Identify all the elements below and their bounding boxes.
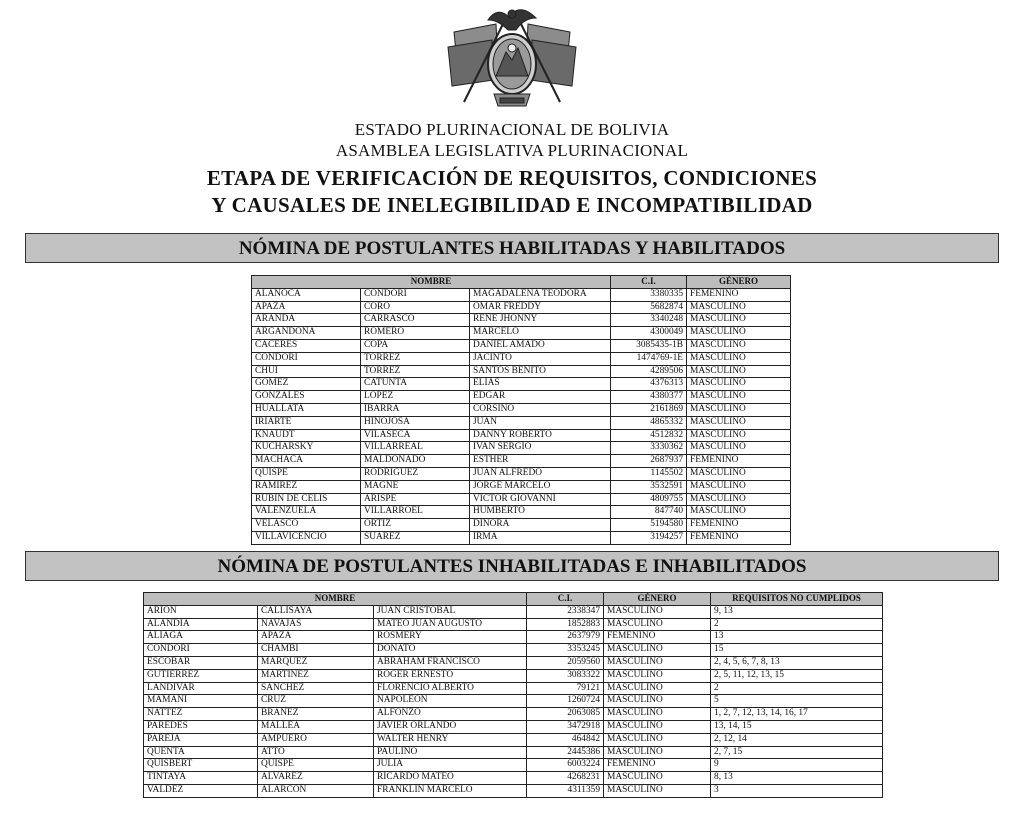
second-last-name-cell: COPA	[361, 339, 470, 352]
last-name-cell: ARION	[144, 605, 258, 618]
first-names-cell: ABRAHAM FRANCISCO	[374, 656, 527, 669]
first-names-cell: JULIA	[374, 759, 527, 772]
last-name-cell: VALENZUELA	[252, 506, 361, 519]
last-name-cell: IRIARTE	[252, 416, 361, 429]
table-row	[252, 519, 791, 532]
second-last-name-cell: SANCHEZ	[258, 682, 374, 695]
last-name-cell: GONZALES	[252, 391, 361, 404]
first-names-cell: JUAN ALFREDO	[470, 467, 611, 480]
ci-cell: 3472918	[527, 720, 604, 733]
qualified-candidates-table	[251, 275, 791, 545]
ci-cell: 2338347	[527, 605, 604, 618]
table-row	[144, 695, 883, 708]
first-names-cell: EDGAR	[470, 391, 611, 404]
gender-cell: MASCULINO	[604, 682, 711, 695]
requirements-cell: 1, 2, 7, 12, 13, 14, 16, 17	[711, 708, 883, 721]
requirements-cell: 3	[711, 784, 883, 797]
gender-cell: MASCULINO	[604, 605, 711, 618]
first-names-cell: SANTOS BENITO	[470, 365, 611, 378]
gender-cell: FEMENINO	[604, 631, 711, 644]
second-last-name-cell: HINOJOSA	[361, 416, 470, 429]
first-names-cell: JACINTO	[470, 352, 611, 365]
ci-cell: 4865332	[611, 416, 687, 429]
ci-cell: 3353245	[527, 644, 604, 657]
last-name-cell: LANDIVAR	[144, 682, 258, 695]
table-row	[144, 682, 883, 695]
stage-title-line1: ETAPA DE VERIFICACIÓN DE REQUISITOS, CONDICIONES	[206, 166, 818, 190]
gender-cell: MASCULINO	[604, 695, 711, 708]
second-last-name-cell: MARTINEZ	[258, 669, 374, 682]
gender-cell: MASCULINO	[604, 733, 711, 746]
gender-cell: FEMENINO	[687, 519, 791, 532]
last-name-cell: APAZA	[252, 301, 361, 314]
table-row	[144, 605, 883, 618]
table-row	[252, 339, 791, 352]
first-names-cell: MAGADALENA TEODORA	[470, 288, 611, 301]
gender-column-header: GÉNERO	[687, 276, 791, 289]
requirements-column-header: REQUISITOS NO CUMPLIDOS	[711, 593, 883, 606]
table-row	[252, 391, 791, 404]
first-names-cell: RENE JHONNY	[470, 314, 611, 327]
first-names-cell: HUMBERTO	[470, 506, 611, 519]
first-names-cell: IRMA	[470, 531, 611, 544]
first-names-cell: CORSINO	[470, 403, 611, 416]
last-name-cell: RUBIN DE CELIS	[252, 493, 361, 506]
second-last-name-cell: CHAMBI	[258, 644, 374, 657]
ci-cell: 6003224	[527, 759, 604, 772]
table-row	[252, 301, 791, 314]
gender-cell: MASCULINO	[604, 784, 711, 797]
first-names-cell: OMAR FREDDY	[470, 301, 611, 314]
gender-cell: FEMENINO	[604, 759, 711, 772]
second-last-name-cell: VILLARREAL	[361, 442, 470, 455]
table-row	[252, 429, 791, 442]
second-last-name-cell: VILLARROEL	[361, 506, 470, 519]
table-row	[144, 669, 883, 682]
gender-cell: MASCULINO	[687, 327, 791, 340]
gender-cell: MASCULINO	[687, 378, 791, 391]
last-name-cell: GUTIERREZ	[144, 669, 258, 682]
last-name-cell: CHUI	[252, 365, 361, 378]
first-names-cell: ALFONZO	[374, 708, 527, 721]
first-names-cell: MARCELO	[470, 327, 611, 340]
last-name-cell: GOMEZ	[252, 378, 361, 391]
last-name-cell: ARANDA	[252, 314, 361, 327]
table-row	[144, 746, 883, 759]
table-row	[252, 531, 791, 544]
gender-cell: MASCULINO	[687, 442, 791, 455]
last-name-cell: CACERES	[252, 339, 361, 352]
gender-cell: MASCULINO	[604, 644, 711, 657]
table-header-row	[144, 593, 883, 606]
last-name-cell: TINTAYA	[144, 772, 258, 785]
gender-cell: FEMENINO	[687, 455, 791, 468]
last-name-cell: NATTEZ	[144, 708, 258, 721]
gender-cell: MASCULINO	[687, 429, 791, 442]
table-row	[252, 327, 791, 340]
second-last-name-cell: ATTO	[258, 746, 374, 759]
table-row	[144, 618, 883, 631]
table-row	[252, 506, 791, 519]
requirements-cell: 8, 13	[711, 772, 883, 785]
first-names-cell: JUAN CRISTOBAL	[374, 605, 527, 618]
first-names-cell: JUAN	[470, 416, 611, 429]
ci-cell: 4300049	[611, 327, 687, 340]
second-last-name-cell: CONDORI	[361, 288, 470, 301]
last-name-cell: ALANOCA	[252, 288, 361, 301]
requirements-cell: 2, 7, 15	[711, 746, 883, 759]
coat-of-arms-emblem	[444, 2, 580, 112]
first-names-cell: VICTOR GIOVANNI	[470, 493, 611, 506]
last-name-cell: RAMIREZ	[252, 480, 361, 493]
table-row	[252, 467, 791, 480]
gender-cell: MASCULINO	[687, 352, 791, 365]
gender-cell: MASCULINO	[687, 506, 791, 519]
last-name-cell: KUCHARSKY	[252, 442, 361, 455]
second-last-name-cell: TORREZ	[361, 365, 470, 378]
first-names-cell: ELIAS	[470, 378, 611, 391]
gender-cell: MASCULINO	[604, 708, 711, 721]
ci-cell: 2637979	[527, 631, 604, 644]
first-names-cell: WALTER HENRY	[374, 733, 527, 746]
ci-cell: 2445386	[527, 746, 604, 759]
ci-cell: 4380377	[611, 391, 687, 404]
second-last-name-cell: IBARRA	[361, 403, 470, 416]
table-row	[144, 656, 883, 669]
first-names-cell: FLORENCIO ALBERTO	[374, 682, 527, 695]
second-last-name-cell: CRUZ	[258, 695, 374, 708]
section-qualified-title: NÓMINA DE POSTULANTES HABILITADAS Y HABILITADOS	[25, 233, 999, 263]
gender-cell: MASCULINO	[604, 618, 711, 631]
last-name-cell: MAMANI	[144, 695, 258, 708]
second-last-name-cell: TORREZ	[361, 352, 470, 365]
last-name-cell: ALIAGA	[144, 631, 258, 644]
table-row	[252, 352, 791, 365]
gender-cell: MASCULINO	[687, 314, 791, 327]
second-last-name-cell: CATUNTA	[361, 378, 470, 391]
requirements-cell: 2, 4, 5, 6, 7, 8, 13	[711, 656, 883, 669]
table-row	[252, 455, 791, 468]
first-names-cell: ROSMERY	[374, 631, 527, 644]
last-name-cell: KNAUDT	[252, 429, 361, 442]
ci-column-header: C.I.	[611, 276, 687, 289]
ci-cell: 5682874	[611, 301, 687, 314]
second-last-name-cell: NAVAJAS	[258, 618, 374, 631]
last-name-cell: ARGANDOÑA	[252, 327, 361, 340]
ci-cell: 2063085	[527, 708, 604, 721]
ci-cell: 5194580	[611, 519, 687, 532]
ci-cell: 3194257	[611, 531, 687, 544]
table-row	[144, 759, 883, 772]
ci-cell: 2059560	[527, 656, 604, 669]
gender-cell: MASCULINO	[604, 720, 711, 733]
last-name-cell: MACHACA	[252, 455, 361, 468]
gender-cell: MASCULINO	[687, 493, 791, 506]
requirements-cell: 13	[711, 631, 883, 644]
table-row	[252, 416, 791, 429]
gender-cell: MASCULINO	[687, 301, 791, 314]
last-name-cell: CONDORI	[144, 644, 258, 657]
name-column-header: NOMBRE	[252, 276, 611, 289]
ci-cell: 1852883	[527, 618, 604, 631]
second-last-name-cell: BRAÑEZ	[258, 708, 374, 721]
stage-title-line2: Y CAUSALES DE INELEGIBILIDAD E INCOMPATIBILIDAD	[211, 193, 813, 217]
second-last-name-cell: MARQUEZ	[258, 656, 374, 669]
ci-cell: 79121	[527, 682, 604, 695]
last-name-cell: VILLAVICENCIO	[252, 531, 361, 544]
last-name-cell: QUISBERT	[144, 759, 258, 772]
gender-cell: FEMENINO	[687, 531, 791, 544]
requirements-cell: 9	[711, 759, 883, 772]
table-row	[252, 314, 791, 327]
gender-cell: MASCULINO	[687, 467, 791, 480]
last-name-cell: HUALLATA	[252, 403, 361, 416]
gender-cell: MASCULINO	[604, 656, 711, 669]
second-last-name-cell: CARRASCO	[361, 314, 470, 327]
ci-cell: 3380335	[611, 288, 687, 301]
ci-cell: 2161869	[611, 403, 687, 416]
last-name-cell: PAREJA	[144, 733, 258, 746]
second-last-name-cell: MAGNE	[361, 480, 470, 493]
ci-cell: 4268231	[527, 772, 604, 785]
ci-cell: 1145502	[611, 467, 687, 480]
second-last-name-cell: SUAREZ	[361, 531, 470, 544]
second-last-name-cell: MALDONADO	[361, 455, 470, 468]
second-last-name-cell: RODRIGUEZ	[361, 467, 470, 480]
second-last-name-cell: MALLEA	[258, 720, 374, 733]
requirements-cell: 5	[711, 695, 883, 708]
first-names-cell: DANIEL AMADO	[470, 339, 611, 352]
ci-cell: 3330362	[611, 442, 687, 455]
second-last-name-cell: AMPUERO	[258, 733, 374, 746]
last-name-cell: ESCOBAR	[144, 656, 258, 669]
second-last-name-cell: ALVAREZ	[258, 772, 374, 785]
second-last-name-cell: ORTIZ	[361, 519, 470, 532]
disqualified-candidates-table	[143, 592, 883, 798]
table-row	[252, 378, 791, 391]
first-names-cell: MATEO JUAN AUGUSTO	[374, 618, 527, 631]
first-names-cell: DINORA	[470, 519, 611, 532]
first-names-cell: DANNY ROBERTO	[470, 429, 611, 442]
second-last-name-cell: APAZA	[258, 631, 374, 644]
requirements-cell: 2	[711, 682, 883, 695]
gender-cell: MASCULINO	[687, 391, 791, 404]
ci-cell: 2687937	[611, 455, 687, 468]
second-last-name-cell: LOPEZ	[361, 391, 470, 404]
name-column-header: NOMBRE	[144, 593, 527, 606]
requirements-cell: 2, 12, 14	[711, 733, 883, 746]
requirements-cell: 9, 13	[711, 605, 883, 618]
second-last-name-cell: CALLISAYA	[258, 605, 374, 618]
first-names-cell: FRANKLIN MARCELO	[374, 784, 527, 797]
last-name-cell: PAREDES	[144, 720, 258, 733]
first-names-cell: DONATO	[374, 644, 527, 657]
gender-cell: MASCULINO	[604, 669, 711, 682]
ci-cell: 4311359	[527, 784, 604, 797]
section-disqualified-title: NÓMINA DE POSTULANTES INHABILITADAS E INHABILITADOS	[25, 551, 999, 581]
last-name-cell: VALDEZ	[144, 784, 258, 797]
ci-cell: 1260724	[527, 695, 604, 708]
state-name: ESTADO PLURINACIONAL DE BOLIVIA	[354, 120, 670, 139]
gender-cell: MASCULINO	[687, 365, 791, 378]
table-row	[252, 365, 791, 378]
ci-cell: 847740	[611, 506, 687, 519]
first-names-cell: IVAN SERGIO	[470, 442, 611, 455]
first-names-cell: JAVIER ORLANDO	[374, 720, 527, 733]
table-header-row	[252, 276, 791, 289]
gender-cell: MASCULINO	[687, 416, 791, 429]
second-last-name-cell: ALARCON	[258, 784, 374, 797]
last-name-cell: CONDORI	[252, 352, 361, 365]
ci-cell: 3532591	[611, 480, 687, 493]
table-row	[144, 644, 883, 657]
ci-cell: 464842	[527, 733, 604, 746]
table-row	[252, 442, 791, 455]
gender-cell: FEMENINO	[687, 288, 791, 301]
table-row	[144, 733, 883, 746]
second-last-name-cell: CORO	[361, 301, 470, 314]
ci-column-header: C.I.	[527, 593, 604, 606]
gender-cell: MASCULINO	[687, 403, 791, 416]
ci-cell: 3340248	[611, 314, 687, 327]
table-row	[252, 403, 791, 416]
first-names-cell: NAPOLEON	[374, 695, 527, 708]
second-last-name-cell: QUISPE	[258, 759, 374, 772]
gender-cell: MASCULINO	[604, 746, 711, 759]
second-last-name-cell: ROMERO	[361, 327, 470, 340]
gender-cell: MASCULINO	[687, 339, 791, 352]
last-name-cell: VELASCO	[252, 519, 361, 532]
last-name-cell: QUENTA	[144, 746, 258, 759]
second-last-name-cell: ARISPE	[361, 493, 470, 506]
table-row	[144, 784, 883, 797]
first-names-cell: PAULINO	[374, 746, 527, 759]
first-names-cell: JORGE MARCELO	[470, 480, 611, 493]
table-row	[252, 493, 791, 506]
assembly-name: ASAMBLEA LEGISLATIVA PLURINACIONAL	[335, 141, 689, 160]
table-row	[144, 631, 883, 644]
requirements-cell: 15	[711, 644, 883, 657]
first-names-cell: RICARDO MATEO	[374, 772, 527, 785]
table-row	[144, 720, 883, 733]
gender-column-header: GÉNERO	[604, 593, 711, 606]
table-row	[144, 708, 883, 721]
first-names-cell: ESTHER	[470, 455, 611, 468]
first-names-cell: ROGER ERNESTO	[374, 669, 527, 682]
ci-cell: 4289506	[611, 365, 687, 378]
table-row	[252, 480, 791, 493]
table-row	[252, 288, 791, 301]
ci-cell: 4512832	[611, 429, 687, 442]
ci-cell: 3085435-1B	[611, 339, 687, 352]
second-last-name-cell: VILASECA	[361, 429, 470, 442]
ci-cell: 4376313	[611, 378, 687, 391]
requirements-cell: 2	[711, 618, 883, 631]
ci-cell: 4809755	[611, 493, 687, 506]
gender-cell: MASCULINO	[604, 772, 711, 785]
ci-cell: 1474769-1E	[611, 352, 687, 365]
last-name-cell: ALANDIA	[144, 618, 258, 631]
requirements-cell: 2, 5, 11, 12, 13, 15	[711, 669, 883, 682]
last-name-cell: QUISPE	[252, 467, 361, 480]
ci-cell: 3083322	[527, 669, 604, 682]
requirements-cell: 13, 14, 15	[711, 720, 883, 733]
table-row	[144, 772, 883, 785]
gender-cell: MASCULINO	[687, 480, 791, 493]
